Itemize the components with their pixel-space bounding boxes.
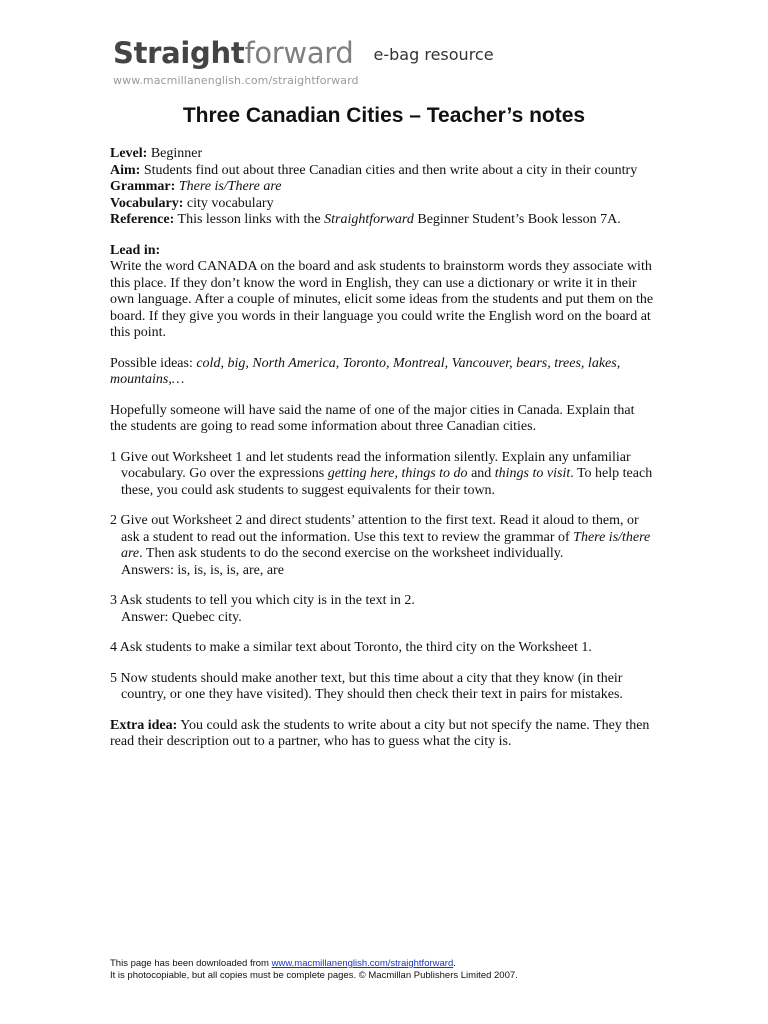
lead-in-heading [110, 243, 655, 260]
possible-ideas [110, 356, 655, 389]
step-1-text-c: . To help teach these, you could ask students to suggest equivalents for their town. [121, 466, 653, 498]
brand-url: www.macmillanenglish.com/straightforward [113, 74, 359, 87]
vocabulary-label: Vocabulary: [110, 195, 184, 211]
grammar-value: There is/There are [178, 179, 282, 194]
step-3 [110, 593, 655, 626]
brand-header [113, 36, 494, 87]
reference-label: Reference: [110, 212, 175, 227]
possible-ideas-list: cold, big, North America, Toronto, Montreal, Vancouver, bears, trees, lakes, mountains,… [110, 355, 621, 387]
step-1-text-a: 1 Give out Worksheet 1 and let students read the information silently. Explain any unfamiliar vocabulary. Go over the expressions [110, 449, 631, 481]
aim-label: Aim: [110, 162, 141, 178]
vocabulary-value: city vocabulary [183, 195, 274, 211]
footer-line-1 [110, 958, 670, 970]
extra-idea-text: You could ask the students to write about a city but not specify the name. They then read their description out to a partner, who has to guess what the city is. [110, 717, 650, 749]
level-label: Level: [110, 146, 148, 161]
footer-link[interactable]: www.macmillanenglish.com/straightforward [271, 958, 454, 969]
step-1 [110, 450, 655, 500]
step-3-answer: Answer: Quebec city. [121, 609, 242, 625]
lead-in-heading-text: Lead in: [110, 242, 161, 258]
extra-idea [110, 718, 655, 751]
reference-book: Straightforward [324, 212, 414, 227]
grammar-label: Grammar: [110, 179, 176, 194]
brand-logo [113, 36, 494, 72]
aim-value: Students find out about three Canadian cities and then write about a city in their country [140, 162, 638, 178]
footer-line-1-post: . [453, 958, 456, 969]
step-2-text-b: . Then ask students to do the second exercise on the worksheet individually. [139, 546, 564, 561]
step-5: 5 Now students should make another text, but this time about a city that they know (in their country, or one they have visited). They should then check their text in pairs for mistakes. [110, 670, 623, 702]
step-4: 4 Ask students to make a similar text about Toronto, the third city on the Worksheet 1. [110, 640, 592, 655]
page-title: Three Canadian Cities – Teacher’s notes [182, 104, 586, 127]
aim-line [110, 163, 655, 180]
brand-name-light: forward [244, 36, 354, 70]
brand-tagline: e-bag resource [373, 45, 494, 64]
level-value: Beginner [147, 146, 203, 161]
footer [110, 958, 670, 981]
possible-ideas-label: Possible ideas: [110, 355, 197, 371]
grammar-line [110, 179, 655, 196]
step-2-answers: Answers: is, is, is, is, are, are [121, 562, 284, 578]
document-body [110, 146, 655, 751]
step-2-italic: There is/there are [121, 529, 651, 561]
step-1-italic-a: getting here, things to do [327, 466, 468, 481]
step-2-text-a: 2 Give out Worksheet 2 and direct students’ attention to the first text. Read it aloud to them, or ask a student to read out the information. Use this text to review the grammar of [110, 513, 639, 545]
reference-pre: This lesson links with the [174, 212, 325, 227]
hopefully-paragraph: Hopefully someone will have said the name of one of the major cities in Canada. Explain that the students are going to read some information about three Canadian cities. [110, 402, 635, 434]
step-2 [110, 513, 655, 579]
reference-line [110, 212, 655, 229]
step-1-text-b: and [467, 466, 495, 481]
vocabulary-line [110, 196, 655, 213]
level-line [110, 146, 655, 163]
extra-idea-label: Extra idea: [110, 717, 178, 733]
reference-post: Beginner Student’s Book lesson 7A. [413, 212, 621, 227]
brand-name-bold: Straight [113, 36, 245, 70]
step-1-italic-b: things to visit [494, 466, 571, 481]
footer-line-2: It is photocopiable, but all copies must be complete pages. © Macmillan Publishers Limited 2007. [110, 969, 518, 981]
footer-line-1-pre: This page has been downloaded from [110, 958, 272, 969]
step-3-text: 3 Ask students to tell you which city is in the text in 2. [110, 593, 415, 608]
lead-in-body: Write the word CANADA on the board and ask students to brainstorm words they associate with this place. If they don’t know the word in English, they can use a dictionary or write it in their own language. After a couple of minutes, elicit some ideas from the students and put them on the board. If they give you words in their language you could write the English word on the board at this point. [110, 259, 654, 340]
